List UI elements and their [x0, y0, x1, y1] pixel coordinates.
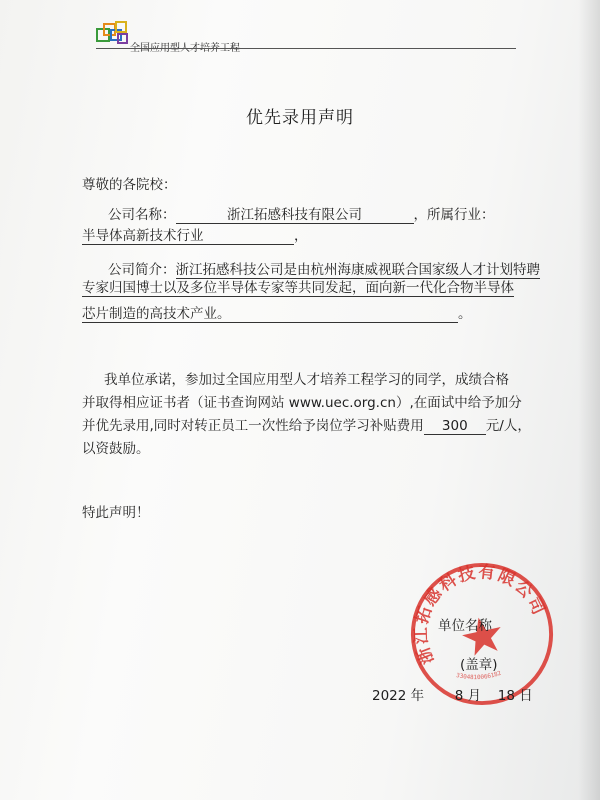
closing-statement: 特此声明！ [82, 505, 150, 521]
date-day-unit: 日 [519, 688, 533, 704]
date-day: 18 [497, 688, 515, 704]
intro-row-1 [108, 258, 540, 279]
company-name-value: 浙江拓感科技有限公司 [176, 207, 414, 224]
date-year: 2022 [372, 688, 407, 704]
promise-line-3-pre: 并优先录用,同时对转正员工一次性给予岗位学习补贴费用 [82, 418, 424, 434]
page-edge-shadow [578, 0, 600, 800]
page-title: 优先录用声明 [246, 108, 354, 128]
seal-number: 3304810066182 [455, 670, 503, 682]
promise-line-1: 我单位承诺，参加过全国应用型人才培养工程学习的同学，成绩合格 [104, 372, 509, 388]
intro-line-2: 专家归国博士以及多位半导体专家等共同发起，面向新一代化合物半导体 [82, 280, 514, 296]
company-name-label: 公司名称： [108, 207, 176, 223]
subsidy-amount: 300 [424, 418, 486, 435]
date-month-unit: 月 [467, 688, 482, 704]
promise-row-3 [82, 414, 531, 435]
intro-row-2 [82, 280, 514, 297]
industry-value: 半导体高新技术行业 [82, 228, 294, 245]
company-name-row [108, 203, 495, 224]
header-divider [96, 48, 516, 49]
intro-row-3 [82, 302, 472, 323]
industry-end: ， [294, 228, 308, 244]
seal-text: 浙江拓感科技有限公司 [410, 561, 551, 668]
salutation: 尊敬的各院校： [82, 177, 177, 193]
industry-row [82, 224, 308, 245]
intro-label: 公司简介： [108, 262, 176, 278]
intro-line-3: 芯片制造的高技术产业。 [82, 306, 458, 323]
promise-line-2: 并取得相应证书者（证书查询网站 www.uec.org.cn）,在面试中给予加分 [82, 395, 522, 411]
org-name [130, 39, 240, 54]
date-year-unit: 年 [410, 688, 425, 704]
puzzle-squares-logo-icon [96, 20, 132, 46]
promise-line-3-post: 元/人， [485, 418, 531, 434]
intro-line-1: 浙江拓感科技公司是由杭州海康威视联合国家级人才计划特聘 [175, 262, 540, 278]
promise-line-4: 以资鼓励。 [82, 441, 150, 457]
seal-label: (盖章) [460, 657, 498, 673]
unit-name-label: 单位名称 [438, 618, 492, 634]
industry-label: ，所属行业： [413, 207, 495, 223]
signing-date [372, 684, 533, 704]
date-month: 8 [454, 688, 464, 704]
intro-end: 。 [458, 306, 472, 322]
